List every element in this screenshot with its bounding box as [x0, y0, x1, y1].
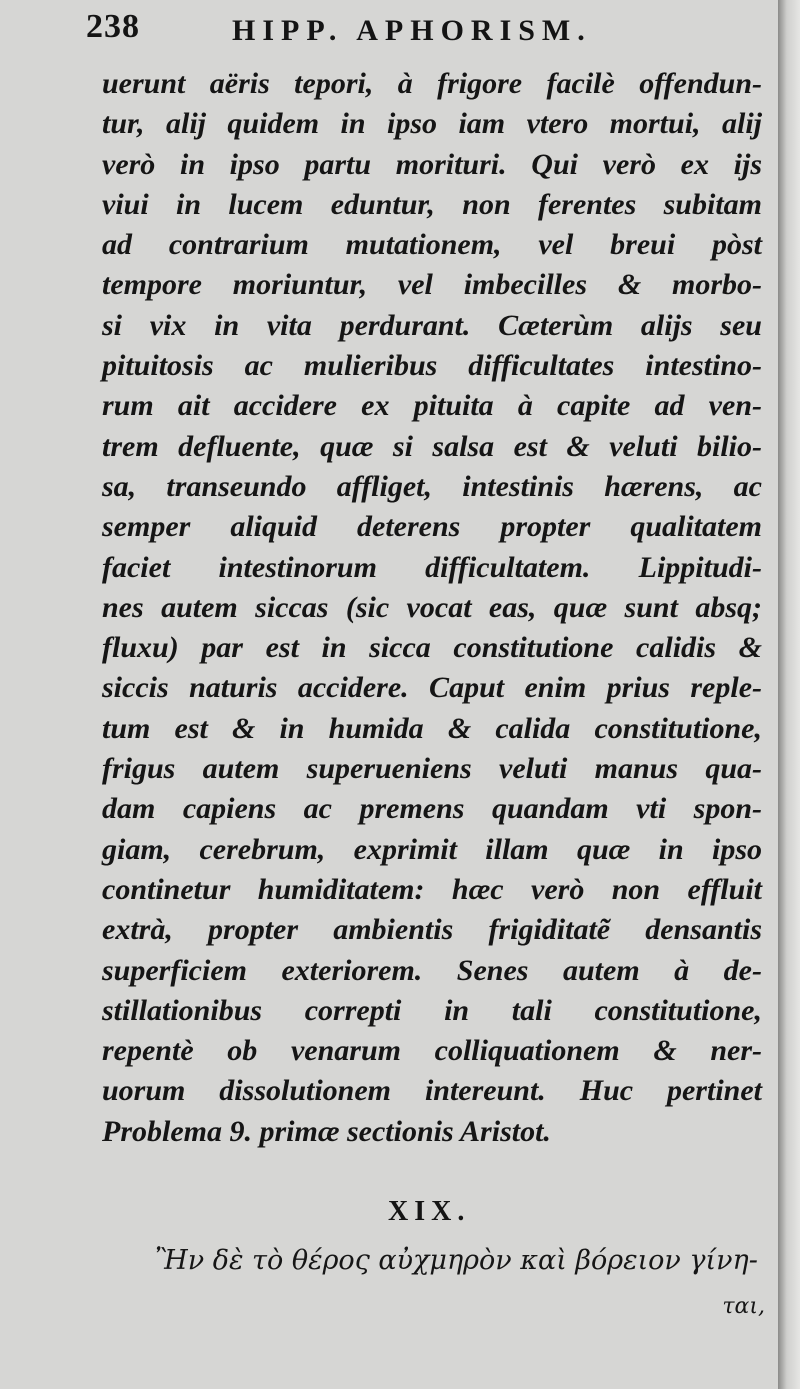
text-line: viui in lucem eduntur, non ferentes subitam [102, 187, 762, 221]
running-head: HIPP. APHORISM. [232, 14, 592, 47]
text-line: ad contrarium mutationem, vel breui pòst [102, 228, 762, 262]
page-header [0, 8, 778, 60]
text-line: verò in ipso partu morituri. Qui verò ex ijs [102, 147, 762, 181]
text-line: superficiem exteriorem. Senes autem à de- [102, 953, 762, 987]
text-line: stillationibus correpti in tali constitutione, [102, 993, 762, 1027]
text-line: uorum dissolutionem intereunt. Huc pertinet [102, 1074, 762, 1108]
section-number: XIX. [388, 1196, 471, 1227]
text-line: sa, transeundo affliget, intestinis hærens, ac [102, 469, 762, 503]
text-line: tum est & in humida & calida constitutione, [102, 711, 762, 745]
text-line: uerunt aëris tepori, à frigore facilè offendun- [102, 67, 762, 100]
text-line: nes autem siccas (sic vocat eas, quæ sunt absq; [102, 590, 762, 624]
text-line: rum ait accidere ex pituita à capite ad ven- [102, 389, 762, 423]
text-line: fluxu) par est in sicca constitutione calidis & [102, 631, 762, 665]
page-gutter-edge [778, 0, 800, 1389]
text-line: trem defluente, quæ si salsa est & veluti bilio- [102, 429, 762, 463]
text-line: semper aliquid deterens propter qualitatem [102, 510, 762, 544]
text-line: dam capiens ac premens quandam vti spon- [102, 792, 762, 826]
text-line: giam, cerebrum, exprimit illam quæ in ipso [102, 832, 762, 866]
text-line: frigus autem superueniens veluti manus qua- [102, 752, 762, 786]
greek-line: ται, [722, 1294, 765, 1319]
text-line: extrà, propter ambientis frigiditatẽ densantis [102, 913, 762, 947]
text-line: repentè ob venarum colliquationem & ner- [102, 1034, 762, 1068]
text-line: si vix in vita perdurant. Cæterùm alijs seu [102, 308, 762, 342]
greek-line: Ἢν δὲ τὸ θέρος αὐχμηρὸν καὶ βόρειον γίνη- [155, 1245, 758, 1276]
text-line: Problema 9. primæ sectionis Aristot. [102, 1114, 551, 1148]
page-number: 238 [86, 8, 140, 45]
text-line: pituitosis ac mulieribus difficultates intestino- [102, 349, 762, 383]
text-line: siccis naturis accidere. Caput enim prius reple- [102, 671, 762, 705]
text-line: tempore moriuntur, vel imbecilles & morbo- [102, 268, 762, 302]
greek-aphorism [155, 1238, 765, 1330]
text-line: faciet intestinorum difficultatem. Lippitudi- [102, 550, 762, 584]
text-line: continetur humiditatem: hæc verò non effluit [102, 872, 762, 906]
commentary-text [102, 64, 762, 1152]
text-line: tur, alij quidem in ipso iam vtero mortui, alij [102, 107, 762, 141]
